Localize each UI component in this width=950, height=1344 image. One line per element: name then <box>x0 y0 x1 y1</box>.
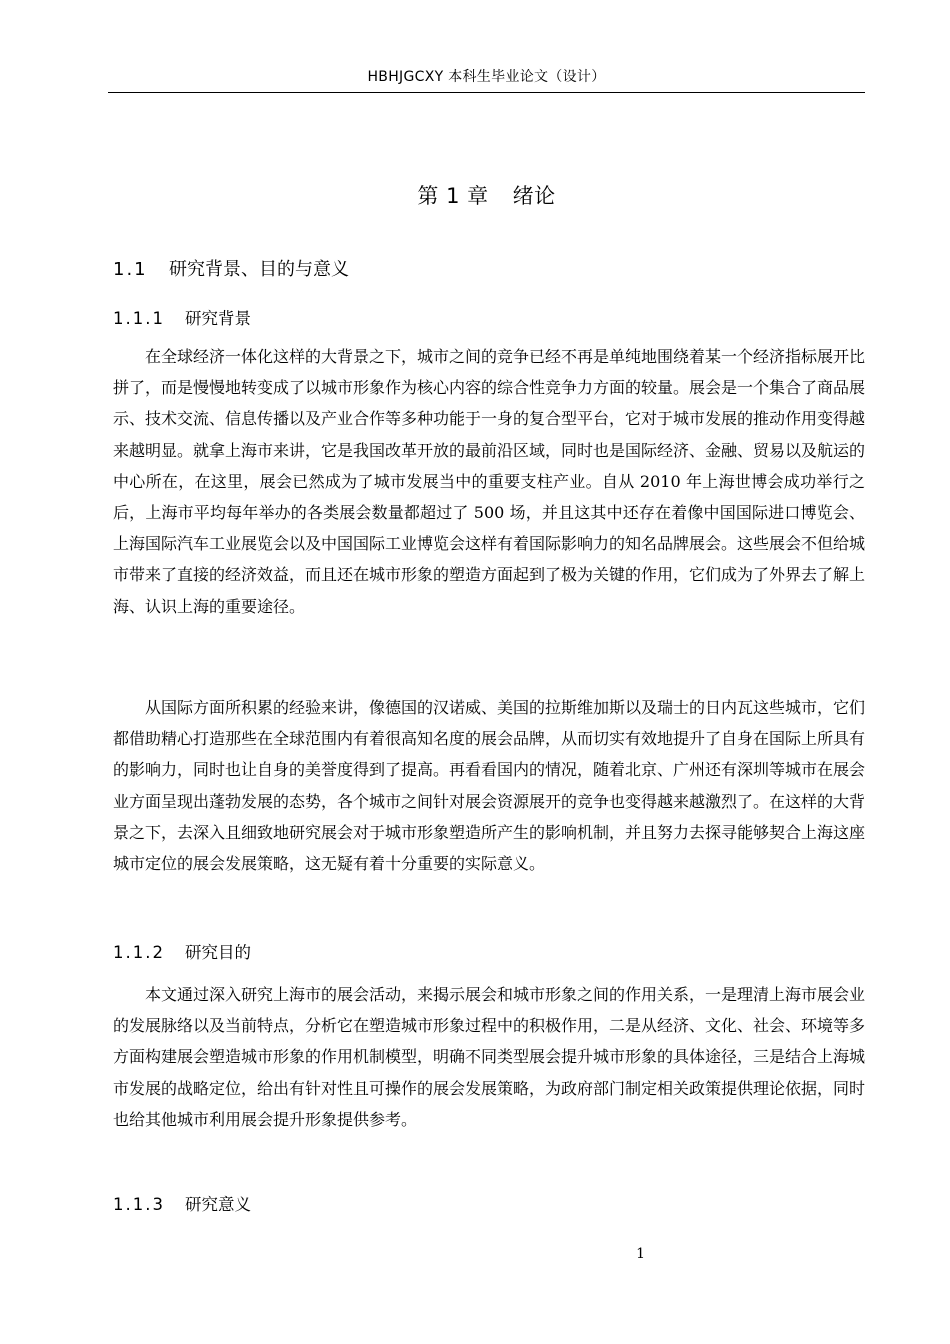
chapter-name: 绪论 <box>512 184 556 208</box>
subsection-title: 研究背景 <box>185 309 251 328</box>
chapter-number: 第 1 章 <box>417 184 489 208</box>
chapter-title <box>108 180 865 210</box>
paragraph-background-1: 在全球经济一体化这样的大背景之下，城市之间的竞争已经不再是单纯地围绕着某一个经济指标展开比拼了，而是慢慢地转变成了以城市形象作为核心内容的综合性竞争力方面的较量。展会是一个集合了商品展示、技术交流、信息传播以及产业合作等多种功能于一身的复合型平台，它对于城市发展的推动作用变得越来越明显。就拿上海市来讲，它是我国改革开放的最前沿区域，同时也是国际经济、金融、贸易以及航运的中心所在，在这里，展会已然成为了城市发展当中的重要支柱产业。自从 2010 年上海世博会成功举行之后，上海市平均每年举办的各类展会数量都超过了 500 场，并且这其中还存在着像中国国际进口博览会、上海国际汽车工业展览会以及中国国际工业博览会这样有着国际影响力的知名品牌展会。这些展会不但给城市带来了直接的经济效益，而且还在城市形象的塑造方面起到了极为关键的作用，它们成为了外界去了解上海、认识上海的重要途径。 <box>113 347 866 616</box>
page-number-text: 1 <box>636 1246 645 1262</box>
subsection-heading-1-1-2 <box>113 939 251 963</box>
subsection-number: 1.1.3 <box>113 1195 165 1214</box>
subsection-title: 研究意义 <box>185 1195 251 1214</box>
header-divider <box>108 92 865 93</box>
section-number: 1.1 <box>113 259 148 280</box>
paragraph-purpose: 本文通过深入研究上海市的展会活动，来揭示展会和城市形象之间的作用关系，一是理清上海市展会业的发展脉络以及当前特点，分析它在塑造城市形象过程中的积极作用，二是从经济、文化、社会、环境等多方面构建展会塑造城市形象的作用机制模型，明确不同类型展会提升城市形象的具体途径，三是结合上海城市发展的战略定位，给出有针对性且可操作的展会发展策略，为政府部门制定相关政策提供理论依据，同时也给其他城市利用展会提升形象提供参考。 <box>113 985 866 1129</box>
section-heading-1-1 <box>113 255 349 281</box>
subsection-number: 1.1.2 <box>113 943 165 962</box>
section-title: 研究背景、目的与意义 <box>169 259 349 280</box>
subsection-heading-1-1-3 <box>113 1191 251 1215</box>
subsection-heading-1-1-1 <box>113 305 251 329</box>
page-header: HBHJGCXY 本科生毕业论文（设计） <box>367 69 606 85</box>
page-number <box>108 1246 645 1262</box>
subsection-number: 1.1.1 <box>113 309 165 328</box>
subsection-title: 研究目的 <box>185 943 251 962</box>
paragraph-background-2: 从国际方面所积累的经验来讲，像德国的汉诺威、美国的拉斯维加斯以及瑞士的日内瓦这些城市，它们都借助精心打造那些在全球范围内有着很高知名度的展会品牌，从而切实有效地提升了自身在国际上所具有的影响力，同时也让自身的美誉度得到了提高。再看看国内的情况，随着北京、广州还有深圳等城市在展会业方面呈现出蓬勃发展的态势，各个城市之间针对展会资源展开的竞争也变得越来越激烈了。在这样的大背景之下，去深入且细致地研究展会对于城市形象塑造所产生的影响机制，并且努力去探寻能够契合上海这座城市定位的展会发展策略，这无疑有着十分重要的实际意义。 <box>113 698 866 874</box>
